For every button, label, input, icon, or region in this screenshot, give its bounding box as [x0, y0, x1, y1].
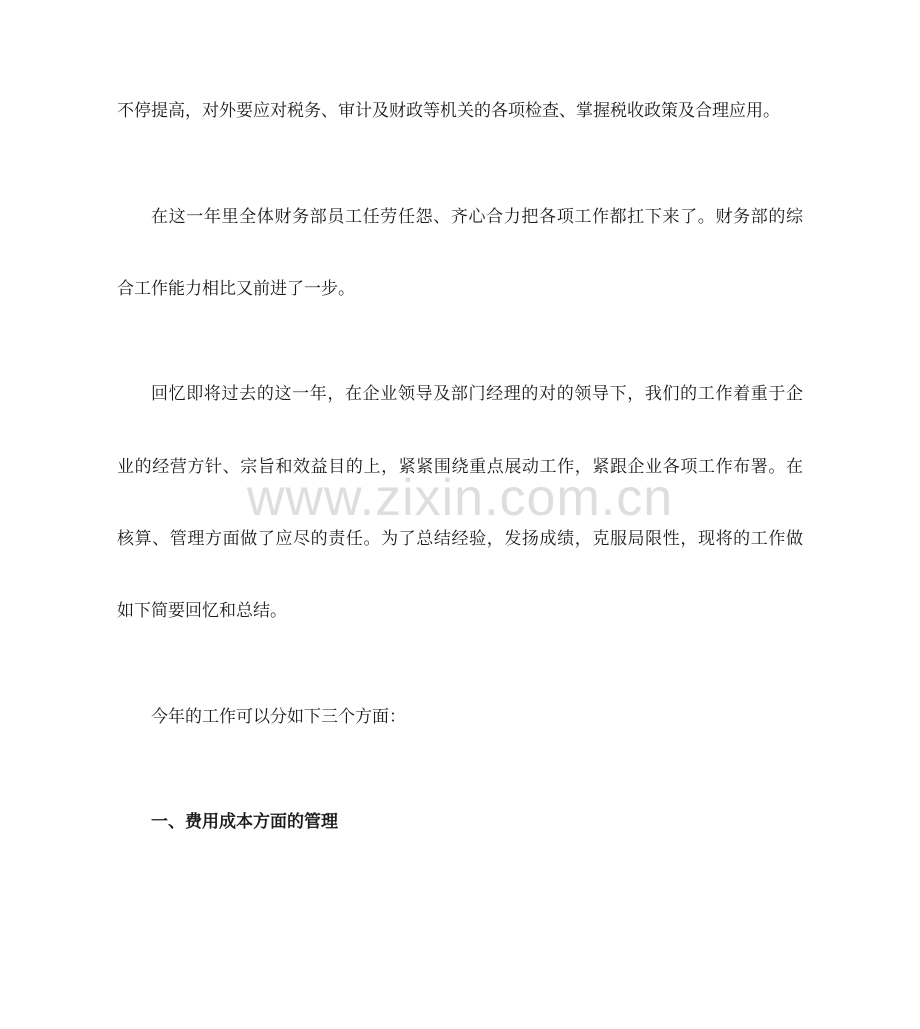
watermark: www.zixin.com.cn [246, 469, 674, 527]
paragraph-3-line-3: 核算、管理方面做了应尽的责任。为了总结经验，发扬成绩，克服局限性，现将的工作做 [117, 529, 803, 549]
paragraph-3-line-4: 如下简要回忆和总结。 [117, 601, 287, 621]
section-heading: 一、费用成本方面的管理 [151, 812, 338, 832]
paragraph-2-line-2: 合工作能力相比又前进了一步。 [117, 279, 355, 299]
paragraph-2-line-1: 在这一年里全体财务部员工任劳任怨、齐心合力把各项工作都扛下来了。财务部的综 [151, 207, 803, 227]
paragraph-3-line-2: 业的经营方针、宗旨和效益目的上，紧紧围绕重点展动工作，紧跟企业各项工作布署。在 [117, 457, 803, 477]
paragraph-1-line-1: 不停提高，对外要应对税务、审计及财政等机关的各项检查、掌握税收政策及合理应用。 [117, 101, 780, 121]
paragraph-3-line-1: 回忆即将过去的这一年，在企业领导及部门经理的对的领导下，我们的工作着重于企 [151, 384, 803, 404]
paragraph-4-line-1: 今年的工作可以分如下三个方面： [151, 707, 406, 727]
